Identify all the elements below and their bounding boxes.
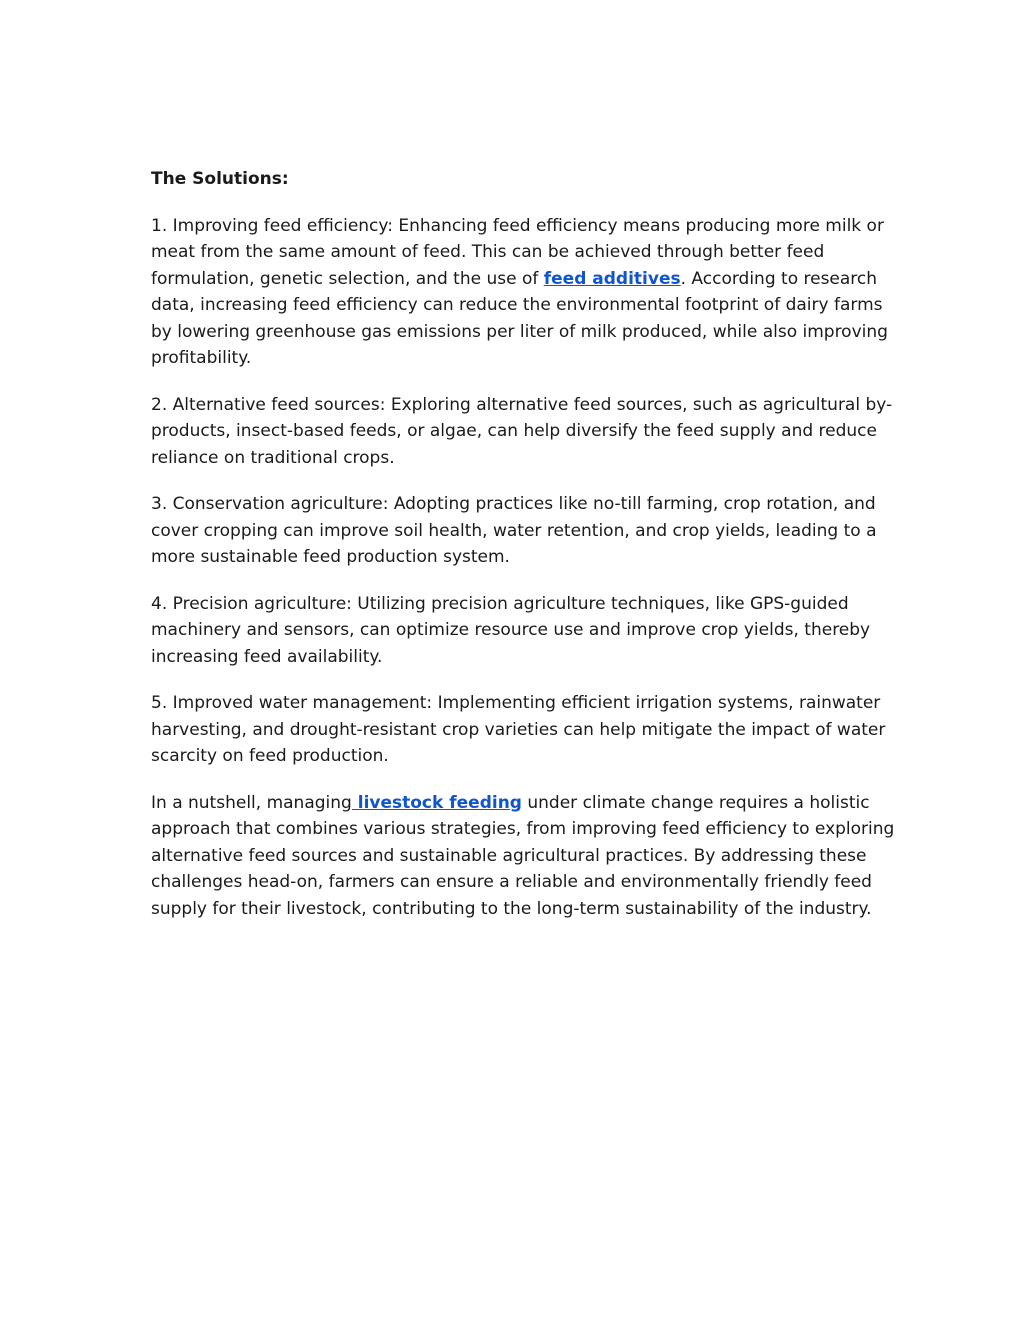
paragraph-conservation-agriculture: 3. Conservation agriculture: Adopting practices like no-till farming, crop rotation, and cover cropping can improve soil health, water retention, and crop yields, leading to a more sustainable feed production system.	[151, 494, 877, 567]
paragraph-precision-agriculture: 4. Precision agriculture: Utilizing precision agriculture techniques, like GPS-guided machinery and sensors, can optimize resource use and improve crop yields, thereby increasing feed availability.	[151, 593, 871, 667]
paragraph-text: In a nutshell, managing	[151, 792, 352, 813]
paragraph-water-management: 5. Improved water management: Implementing efficient irrigation systems, rainwater harvesting, and drought-resistant crop varieties can help mitigate the impact of water scarcity on feed production.	[151, 693, 886, 766]
paragraph-conclusion	[151, 790, 899, 923]
document-page	[151, 166, 899, 942]
section-heading: The Solutions:	[151, 169, 289, 189]
paragraph-text: 1. Improving feed efficiency: Enhancing feed efficiency means producing more milk or meat from the same amount of feed. This can be achieved through better feed formulation, genetic selection, and the use of	[151, 215, 884, 289]
paragraph-alternative-feed: 2. Alternative feed sources: Exploring alternative feed sources, such as agricultural by-products, insect-based feeds, or algae, can help diversify the feed supply and reduce reliance on traditional crops.	[151, 394, 893, 468]
paragraph-feed-efficiency	[151, 213, 899, 372]
paragraph-text: under climate change requires a holistic approach that combines various strategies, from improving feed efficiency to exploring alternative feed sources and sustainable agricultural practices. By addressing these challenges head-on, farmers can ensure a reliable and environmentally friendly feed supply for their livestock, contributing to the long-term sustainability of the industry.	[151, 792, 895, 919]
livestock-feeding-link[interactable]: livestock feeding	[351, 792, 522, 813]
feed-additives-link[interactable]: feed additives	[543, 268, 681, 289]
paragraph-text: . According to research data, increasing feed efficiency can reduce the environmental footprint of dairy farms by lowering greenhouse gas emissions per liter of milk produced, while also improving profitability.	[151, 268, 888, 368]
